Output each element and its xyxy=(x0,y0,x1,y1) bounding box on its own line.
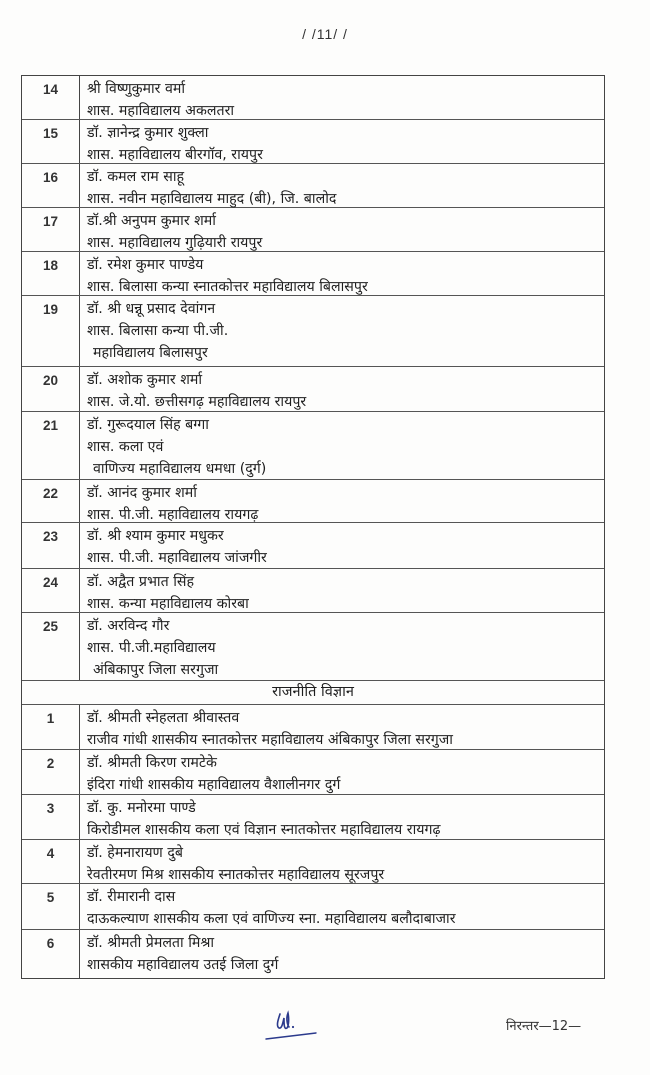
table-row xyxy=(22,411,604,479)
page-number: / /11/ / xyxy=(302,26,348,42)
table-section-part2 xyxy=(22,704,604,978)
serial-number: 17 xyxy=(22,208,80,251)
college-name: शास. नवीन महाविद्यालय माहुद (बी), जि. बालोद xyxy=(87,191,337,207)
college-name: शास. बिलासा कन्या स्नातकोत्तर महाविद्यालय बिलासपुर xyxy=(87,279,368,295)
table-row xyxy=(22,251,604,295)
table-row xyxy=(22,794,604,839)
nominee-details xyxy=(80,613,604,680)
nominee-name: डॉ. कमल राम साहू xyxy=(87,169,185,185)
college-name: शास. महाविद्यालय गुढ़ियारी रायपुर xyxy=(87,235,263,251)
nominee-details xyxy=(80,76,604,119)
college-name: शास. महाविद्यालय बीरगॉव, रायपुर xyxy=(87,147,263,163)
table-row xyxy=(22,749,604,794)
nominee-details xyxy=(80,930,604,978)
nominee-name: डॉ.श्री अनुपम कुमार शर्मा xyxy=(87,213,216,229)
college-name: शास. महाविद्यालय अकलतरा xyxy=(87,103,235,119)
college-name: दाऊकल्याण शासकीय कला एवं वाणिज्य स्ना. महाविद्यालय बलौदाबाजार xyxy=(87,911,456,927)
nominee-details xyxy=(80,367,604,411)
nominee-details xyxy=(80,840,604,883)
table-row xyxy=(22,76,604,119)
college-name: शास. पी.जी. महाविद्यालय जांजगीर xyxy=(87,550,267,566)
college-name: इंदिरा गांधी शासकीय महाविद्यालय वैशालीनगर दुर्ग xyxy=(87,777,341,793)
college-name: शासकीय महाविद्यालय उतई जिला दुर्ग xyxy=(87,957,279,973)
table-row xyxy=(22,883,604,929)
nominee-details xyxy=(80,523,604,568)
continued-note: निरन्तर—12— xyxy=(506,1019,582,1034)
nominee-name: डॉ. आनंद कुमार शर्मा xyxy=(87,485,197,501)
college-name: शास. पी.जी.महाविद्यालय xyxy=(87,640,216,656)
nominee-name: डॉ. हेमनारायण दुबे xyxy=(87,845,183,861)
college-name: शास. कला एवं xyxy=(87,439,164,455)
nominee-name: डॉ. श्री धन्नू प्रसाद देवांगन xyxy=(87,301,216,317)
nominee-name: श्री विष्णुकुमार वर्मा xyxy=(87,81,186,97)
college-name: राजीव गांधी शासकीय स्नातकोत्तर महाविद्यालय अंबिकापुर जिला सरगुजा xyxy=(87,732,453,748)
serial-number: 15 xyxy=(22,120,80,163)
table-row xyxy=(22,522,604,568)
nominee-name: डॉ. अरविन्द गौर xyxy=(87,618,170,634)
serial-number: 1 xyxy=(22,705,80,749)
serial-number: 21 xyxy=(22,412,80,479)
nominee-details xyxy=(80,120,604,163)
serial-number: 16 xyxy=(22,164,80,207)
serial-number: 23 xyxy=(22,523,80,568)
table-row xyxy=(22,119,604,163)
table-row xyxy=(22,479,604,522)
table-row xyxy=(22,568,604,612)
table-row xyxy=(22,207,604,251)
nominee-details xyxy=(80,412,604,479)
nominee-details xyxy=(80,795,604,839)
college-name: शास. बिलासा कन्या पी.जी. xyxy=(87,323,229,339)
table-row xyxy=(22,929,604,978)
serial-number: 24 xyxy=(22,569,80,612)
nominee-details xyxy=(80,252,604,295)
nominee-name: डॉ. अशोक कुमार शर्मा xyxy=(87,372,203,388)
nominee-details xyxy=(80,705,604,749)
table-row xyxy=(22,295,604,366)
nominee-name: डॉ. कु. मनोरमा पाण्डे xyxy=(87,800,196,816)
nominee-details xyxy=(80,164,604,207)
nominee-name: डॉ. रीमारानी दास xyxy=(87,889,176,905)
signature xyxy=(262,1010,322,1044)
serial-number: 20 xyxy=(22,367,80,411)
nominee-name: डॉ. अद्वैत प्रभात सिंह xyxy=(87,574,194,590)
table-row xyxy=(22,704,604,749)
serial-number: 3 xyxy=(22,795,80,839)
section-heading: राजनीति विज्ञान xyxy=(22,680,604,704)
nominee-details xyxy=(80,480,604,522)
nominee-name: डॉ. श्रीमती प्रेमलता मिश्रा xyxy=(87,935,215,951)
college-name: रेवतीरमण मिश्र शासकीय स्नातकोत्तर महाविद्यालय सूरजपुर xyxy=(87,867,385,883)
nominee-details xyxy=(80,750,604,794)
nominee-details xyxy=(80,569,604,612)
serial-number: 4 xyxy=(22,840,80,883)
nominee-table xyxy=(21,75,605,979)
table-row xyxy=(22,366,604,411)
nominee-name: डॉ. श्री श्याम कुमार मधुकर xyxy=(87,528,224,544)
table-section-part1 xyxy=(22,76,604,680)
serial-number: 6 xyxy=(22,930,80,978)
college-name: किरोडीमल शासकीय कला एवं विज्ञान स्नातकोत्तर महाविद्यालय रायगढ़ xyxy=(87,822,441,838)
college-name: वाणिज्य महाविद्यालय धमधा (दुर्ग) xyxy=(93,461,267,477)
college-name: शास. पी.जी. महाविद्यालय रायगढ़ xyxy=(87,507,259,523)
college-name: महाविद्यालय बिलासपुर xyxy=(93,345,208,361)
serial-number: 19 xyxy=(22,296,80,366)
nominee-details xyxy=(80,296,604,366)
nominee-name: डॉ. श्रीमती स्नेहलता श्रीवास्तव xyxy=(87,710,240,726)
serial-number: 22 xyxy=(22,480,80,522)
nominee-details xyxy=(80,884,604,929)
table-row xyxy=(22,839,604,883)
nominee-name: डॉ. श्रीमती किरण रामटेके xyxy=(87,755,217,771)
college-name: शास. जे.यो. छत्तीसगढ़ महाविद्यालय रायपुर xyxy=(87,394,307,410)
serial-number: 18 xyxy=(22,252,80,295)
nominee-name: डॉ. ज्ञानेन्द्र कुमार शुक्ला xyxy=(87,125,209,141)
table-row xyxy=(22,612,604,680)
serial-number: 25 xyxy=(22,613,80,680)
serial-number: 2 xyxy=(22,750,80,794)
serial-number: 14 xyxy=(22,76,80,119)
table-row xyxy=(22,163,604,207)
nominee-name: डॉ. रमेश कुमार पाण्डेय xyxy=(87,257,204,273)
college-name: अंबिकापुर जिला सरगुजा xyxy=(93,662,219,678)
nominee-details xyxy=(80,208,604,251)
college-name: शास. कन्या महाविद्यालय कोरबा xyxy=(87,596,249,612)
nominee-name: डॉ. गुरूदयाल सिंह बग्गा xyxy=(87,417,209,433)
serial-number: 5 xyxy=(22,884,80,929)
